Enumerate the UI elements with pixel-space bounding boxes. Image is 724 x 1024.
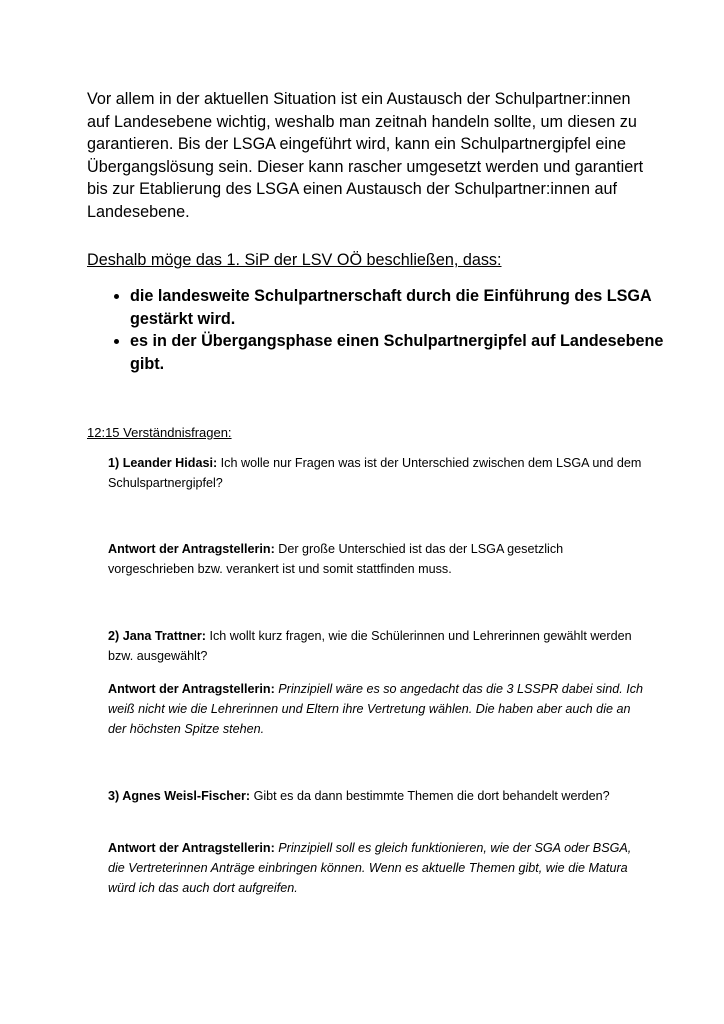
intro-paragraph: Vor allem in der aktuellen Situation ist ein Austausch der Schulpartner:innen auf Landesebene wichtig, weshalb man zeitnah handeln sollte, um diesen zu garantieren. Bis der LSGA eingeführt wird, kann ein Schulpartnergipfel eine Übergangslösung sein. Dieser kann rascher umgesetzt werden und garantiert bis zur Etablierung des LSGA einen Austausch der Schulpartner:innen auf Landesebene. [87, 90, 644, 221]
question-3-speaker: 3) Agnes Weisl-Fischer: [108, 789, 251, 803]
question-1-speaker: 1) Leander Hidasi: [108, 456, 218, 470]
answer-2-text: Prinzipiell wäre es so angedacht das die 3 LSSPR dabei sind. Ich weiß nicht wie die Lehrerinnen und Eltern ihre Vertretung wählen. Die haben aber auch die an der höchsten Spitze stehen. [108, 682, 643, 736]
demands-list [104, 285, 670, 375]
answer-1 [108, 540, 648, 580]
question-1 [108, 454, 648, 494]
question-1-text: Ich wolle nur Fragen was ist der Unterschied zwischen dem LSGA und dem Schulspartnergipfel? [108, 456, 642, 490]
resolution-heading: Deshalb möge das 1. SiP der LSV OÖ beschließen, dass: [87, 251, 502, 269]
answer-2-speaker: Antwort der Antragstellerin: [108, 682, 275, 696]
question-2-text: Ich wollt kurz fragen, wie die Schülerinnen und Lehrerinnen gewählt werden bzw. ausgewählt? [108, 629, 632, 663]
answer-1-text: Der große Unterschied ist das der LSGA gesetzlich vorgeschrieben bzw. verankert ist und somit stattfinden muss. [108, 542, 564, 576]
question-3 [108, 787, 648, 807]
answer-2 [108, 680, 648, 739]
question-2-speaker: 2) Jana Trattner: [108, 629, 206, 643]
demand-item: • die landesweite Schulpartnerschaft durch die Einführung des LSGA gestärkt wird. [130, 285, 670, 330]
demand-item: • es in der Übergangsphase einen Schulpartnergipfel auf Landesebene gibt. [130, 330, 670, 375]
answer-3 [108, 839, 648, 898]
questions-heading: 12:15 Verständnisfragen: [87, 425, 232, 440]
answer-3-speaker: Antwort der Antragstellerin: [108, 841, 275, 855]
question-2 [108, 627, 648, 667]
question-3-text: Gibt es da dann bestimmte Themen die dort behandelt werden? [250, 789, 610, 803]
answer-3-text: Prinzipiell soll es gleich funktionieren, wie der SGA oder BSGA, die Vertreterinnen Anträge einbringen können. Wenn es aktuelle Themen gibt, wie die Matura würd ich das auch dort aufgreifen. [108, 841, 632, 895]
answer-1-speaker: Antwort der Antragstellerin: [108, 542, 275, 556]
